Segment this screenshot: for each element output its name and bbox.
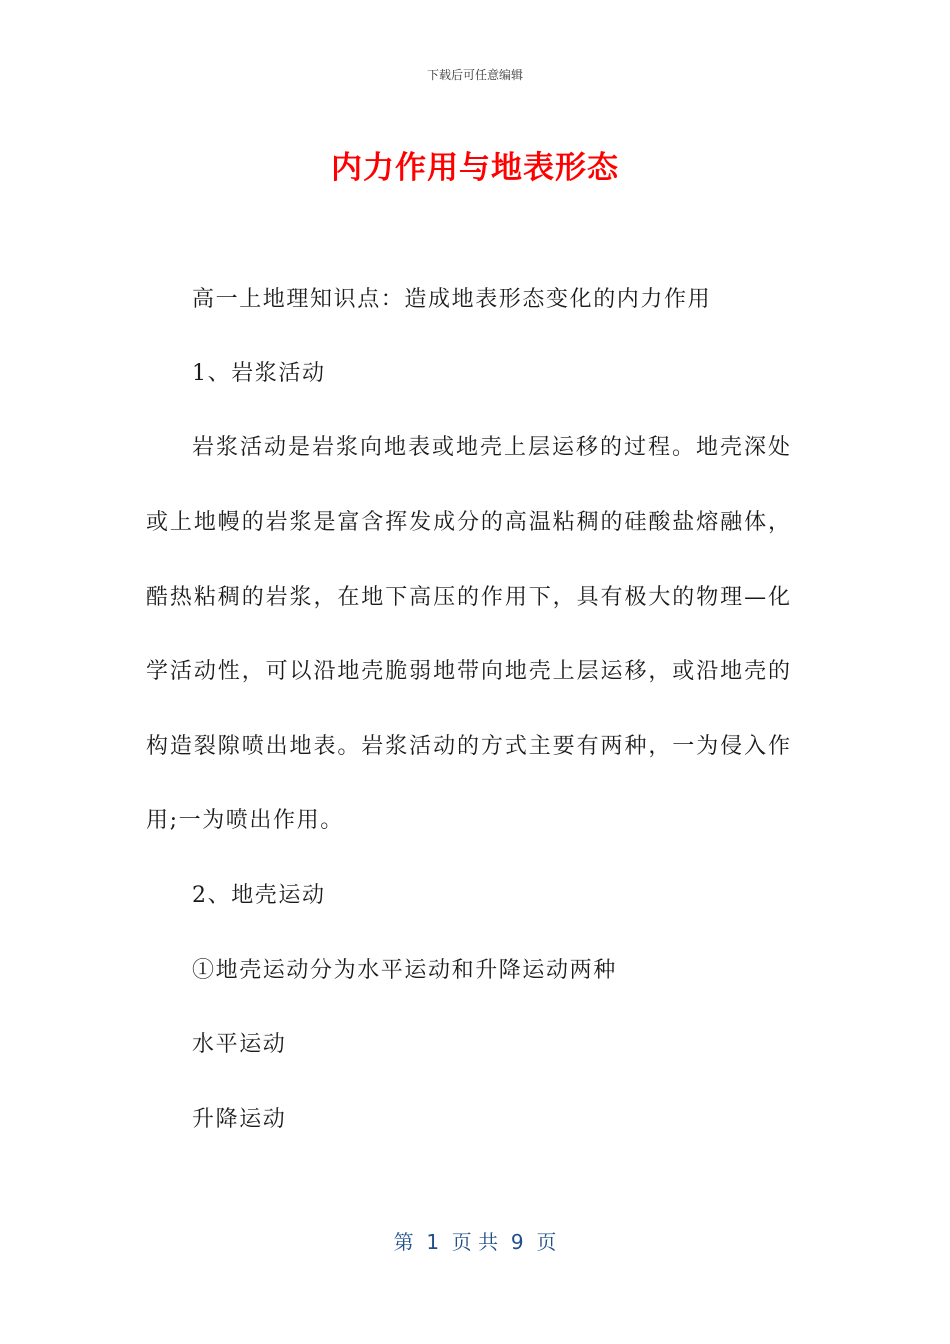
section-2-item-1: ①地壳运动分为水平运动和升降运动两种	[192, 958, 617, 983]
page-footer: 第 1 页 共 9 页	[393, 1230, 557, 1254]
section-1-line-3: 酷热粘稠的岩浆，在地下高压的作用下，具有极大的物理—化	[146, 585, 790, 610]
section-1-line-2: 或上地幔的岩浆是富含挥发成分的高温粘稠的硅酸盐熔融体，	[146, 510, 790, 535]
section-1-line-6: 用;一为喷出作用。	[146, 808, 344, 833]
section-1-line-4: 学活动性，可以沿地壳脆弱地带向地壳上层运移，或沿地壳的	[146, 659, 790, 684]
section-2-item-2: 水平运动	[192, 1032, 287, 1057]
section-2-item-3: 升降运动	[192, 1107, 287, 1132]
section-2-heading: 2、地壳运动	[192, 883, 326, 908]
section-1-line-5: 构造裂隙喷出地表。岩浆活动的方式主要有两种，一为侵入作	[146, 734, 790, 759]
header-note: 下载后可任意编辑	[426, 68, 523, 82]
section-1-heading: 1、岩浆活动	[192, 361, 326, 386]
section-1-line-1: 岩浆活动是岩浆向地表或地壳上层运移的过程。地壳深处	[192, 435, 790, 460]
document-title: 内力作用与地表形态	[331, 150, 619, 186]
intro-paragraph: 高一上地理知识点：造成地表形态变化的内力作用	[192, 287, 712, 312]
